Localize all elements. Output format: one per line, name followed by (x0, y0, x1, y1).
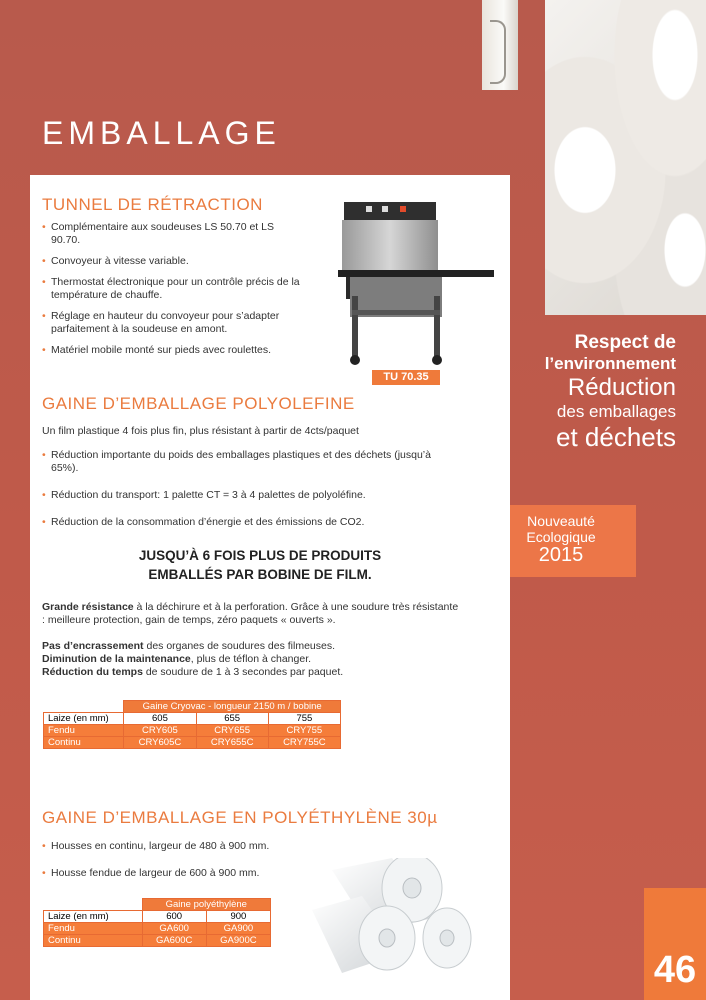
film-rolls-photo (545, 0, 706, 315)
polyethylene-table (43, 898, 271, 947)
table-header: Gaine polyéthylène (142, 899, 270, 911)
page-title: EMBALLAGE (42, 115, 281, 151)
polyolefine-intro: Un film plastique 4 fois plus fin, plus résistant à partir de 4cts/paquet (42, 425, 359, 437)
benefit-text: de soudure de 1 à 3 secondes par paquet. (142, 666, 344, 678)
table-row (44, 923, 271, 935)
slogan-line-2: l’environnement (544, 354, 676, 373)
badge-line-2: Ecologique (526, 529, 596, 545)
resistance-text: à la déchirure et à la perforation. Grâce à une soudure très résistante : meilleure protection, gain de temps, zéro paquets « ouverts ». (42, 601, 459, 626)
table-row (44, 713, 341, 725)
badge-year: 2015 (538, 544, 584, 566)
benefit-label: Pas d’encrassement (42, 640, 144, 652)
table-cell: Continu (44, 737, 124, 749)
polyethylene-bullet: • Housses en continu, largeur de 480 à 900 mm. (42, 840, 302, 853)
table-cell: CRY605 (124, 725, 196, 737)
polyolefine-bullets (42, 449, 454, 537)
tunnel-bullet: • Complémentaire aux soudeuses LS 50.70 et LS 90.70. (42, 221, 304, 247)
slogan-line-1: Respect de (574, 332, 676, 353)
table-cell: CRY605C (124, 737, 196, 749)
table-cell: 900 (206, 911, 270, 923)
slogan-line-5: et déchets (556, 422, 676, 452)
claim-line-1: JUSQU’À 6 FOIS PLUS DE PRODUITS (138, 548, 382, 563)
table-cell: GA600C (142, 935, 206, 947)
tunnel-bullet: • Matériel mobile monté sur pieds avec roulettes. (42, 344, 304, 357)
benefit-text: , plus de téflon à changer. (190, 653, 312, 665)
benefits-block (42, 640, 462, 679)
environment-slogan (516, 332, 676, 453)
claim-line-2: EMBALLÉS PAR BOBINE DE FILM. (148, 567, 372, 582)
table-row (44, 737, 341, 749)
table-row (44, 725, 341, 737)
table-cell: CRY655 (196, 725, 268, 737)
benefit-text: des organes de soudures des filmeuses. (143, 640, 336, 652)
table-cell: 655 (196, 713, 268, 725)
polyolefine-heading: GAINE D’EMBALLAGE POLYOLEFINE (42, 394, 355, 413)
table-cell: 605 (124, 713, 196, 725)
benefit-label: Diminution de la maintenance (42, 653, 191, 665)
table-cell: CRY755C (268, 737, 340, 749)
badge-line-1: Nouveauté (527, 513, 595, 529)
table-cell: GA900 (206, 923, 270, 935)
tunnel-bullet: • Thermostat électronique pour un contrôle précis de la température de chauffe. (42, 276, 304, 302)
capacity-claim (110, 546, 410, 584)
tunnel-bullet: • Réglage en hauteur du convoyeur pour s’adapter parfaitement à la soudeuse en amont. (42, 310, 304, 336)
tunnel-heading: TUNNEL DE RÉTRACTION (42, 195, 263, 214)
table-cell: 600 (142, 911, 206, 923)
benefit-label: Réduction du temps (42, 666, 143, 678)
polyolefine-bullet: • Réduction du transport: 1 palette CT = 3 à 4 palettes de polyoléfine. (42, 489, 454, 502)
polyethylene-bullet: • Housse fendue de largeur de 600 à 900 mm. (42, 867, 302, 880)
slogan-line-3: Réduction (567, 374, 676, 401)
top-photo-strip (482, 0, 518, 90)
machine-model-tag: TU 70.35 (372, 370, 440, 385)
shrink-tunnel-machine-image (338, 200, 496, 368)
table-cell: Continu (44, 935, 143, 947)
table-cell: CRY755 (268, 725, 340, 737)
polyolefine-bullet: • Réduction de la consommation d’énergie et des émissions de CO2. (42, 516, 454, 529)
table-cell: Fendu (44, 923, 143, 935)
polyolefine-bullet: • Réduction importante du poids des emballages plastiques et des déchets (jusqu’à 65%). (42, 449, 454, 475)
table-cell: GA900C (206, 935, 270, 947)
resistance-paragraph (42, 601, 462, 627)
table-cell: Laize (en mm) (44, 713, 124, 725)
table-cell: Laize (en mm) (44, 911, 143, 923)
table-corner (44, 701, 124, 713)
table-cell: Fendu (44, 725, 124, 737)
table-cell: 755 (268, 713, 340, 725)
resistance-label: Grande résistance (42, 601, 134, 613)
table-cell: CRY655C (196, 737, 268, 749)
table-row (44, 935, 271, 947)
tunnel-bullets (42, 221, 304, 365)
table-row (44, 911, 271, 923)
table-cell: GA600 (142, 923, 206, 935)
page-number: 46 (644, 888, 706, 1000)
polyethylene-rolls-image (312, 858, 482, 978)
polyethylene-bullets (42, 840, 302, 888)
slogan-line-4: des emballages (556, 402, 676, 421)
cryovac-table (43, 700, 341, 749)
tunnel-bullet: • Convoyeur à vitesse variable. (42, 255, 304, 268)
polyethylene-heading: GAINE D’EMBALLAGE EN POLYÉTHYLÈNE 30µ (42, 808, 438, 827)
table-corner (44, 899, 143, 911)
table-header: Gaine Cryovac - longueur 2150 m / bobine (124, 701, 341, 713)
